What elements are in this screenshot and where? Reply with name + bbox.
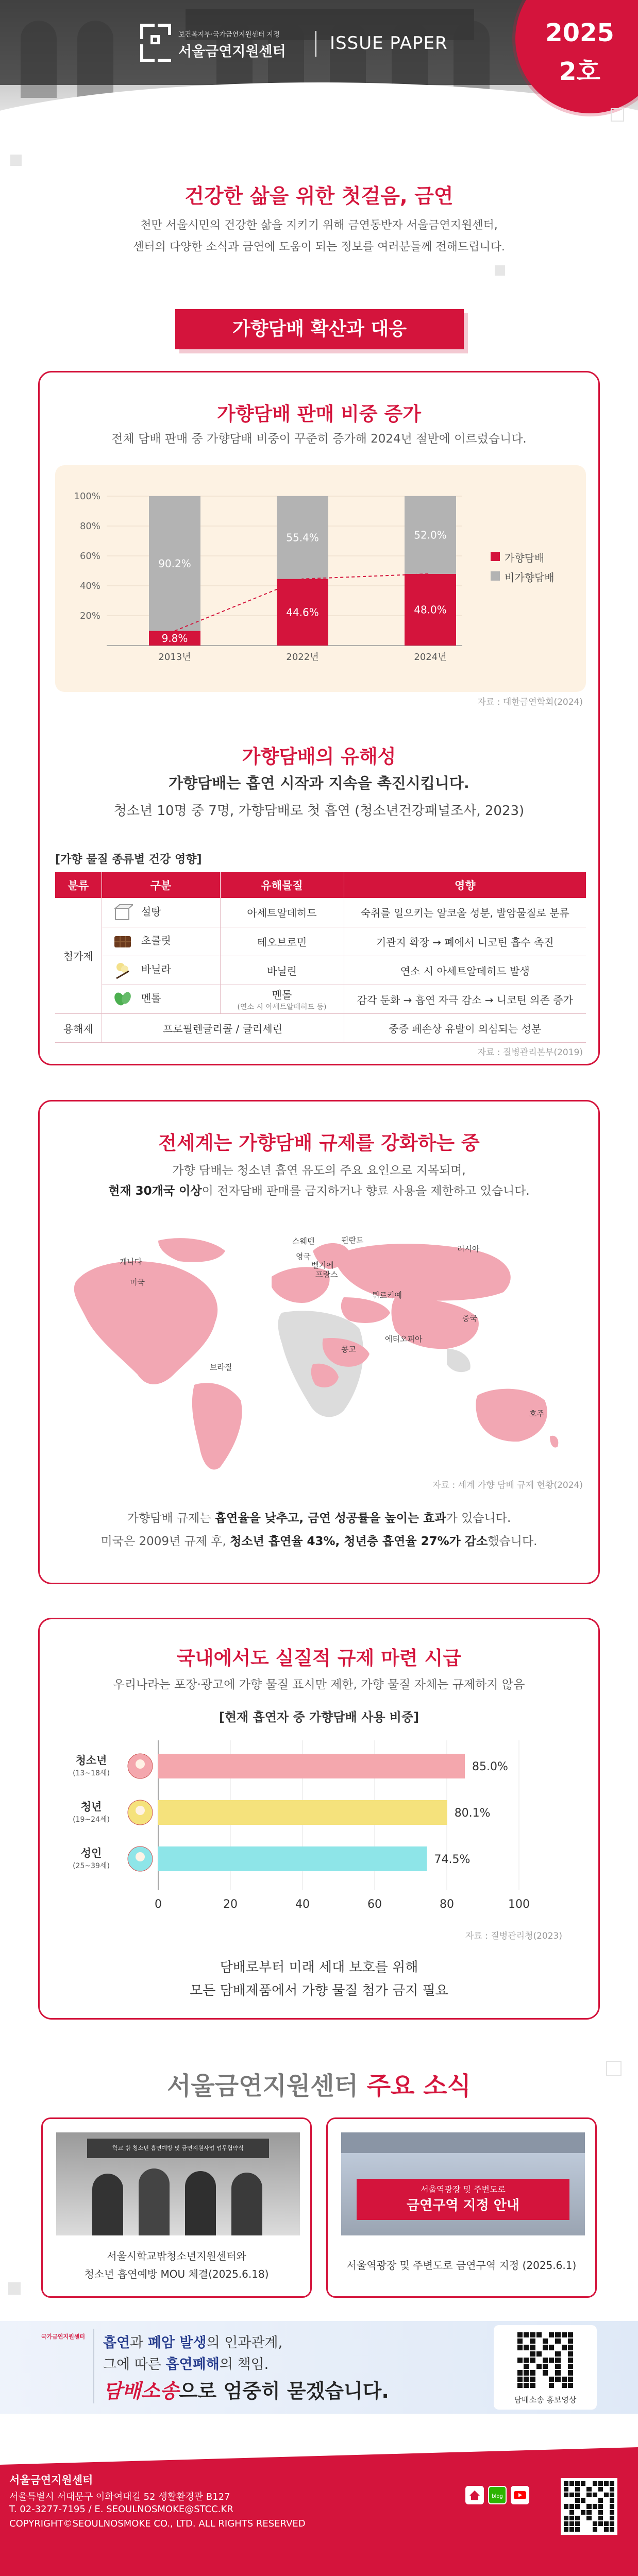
footer-copyright: COPYRIGHT©SEOULNOSMOKE CO., LTD. ALL RIGHTS RESERVED: [9, 2518, 306, 2529]
world-line-2-bold: 현재 30개국 이상: [108, 1184, 202, 1198]
intro-title: 건강한 삶을 위한 첫걸음, 금연: [184, 185, 454, 208]
map-country-label: 중국: [462, 1314, 477, 1323]
news-caption-2: 서울역광장 및 주변도로 금연구역 지정 (2025.6.1): [346, 2259, 577, 2272]
news-title-b: 주요 소식: [358, 2072, 471, 2100]
world-regulation-card: [38, 1100, 600, 1584]
news-card-2[interactable]: [326, 2117, 597, 2298]
kind-label: 멘톨: [141, 992, 161, 1005]
intro-line-2: 센터의 다양한 소식과 금연에 도움이 되는 정보를 여러분들께 전해드립니다.: [133, 241, 505, 253]
th-effect: 영향: [344, 872, 586, 898]
kind-label: 초콜릿: [141, 934, 171, 947]
header: [0, 0, 638, 129]
map-country-label: 러시아: [457, 1244, 480, 1253]
x-tick-label: 2013년: [158, 652, 191, 663]
map-country-label: 프랑스: [315, 1270, 338, 1279]
photo-banner: 학교 밖 청소년 흡연예방 및 금연지원사업 업무협약식: [87, 2139, 269, 2158]
photo-banner-1: 서울역광장 및 주변도로: [421, 2184, 506, 2194]
harm-sub: 청소년 10명 중 7명, 가향담배로 첫 흡연 (청소년건강패널조사, 2023): [113, 803, 525, 819]
solvent-kind: 프로필렌글리콜 / 글리세린: [102, 1013, 344, 1042]
kind-label: 바닐라: [141, 963, 171, 976]
x-tick-label: 80: [440, 1898, 454, 1911]
table-row: [55, 927, 586, 956]
footer-qr-code-icon[interactable]: [561, 2478, 617, 2535]
campaign-harm: 흡연폐해: [165, 2357, 220, 2372]
substance-cell: 아세트알데히드: [220, 898, 344, 927]
effect-cell: 연소 시 아세트알데히드 발생: [344, 956, 586, 985]
campaign-logo: 국가금연지원센터: [41, 2333, 86, 2340]
table-row: [55, 956, 586, 985]
effect-cell: 기관지 확장 → 폐에서 니코틴 흡수 촉진: [344, 927, 586, 956]
usage-chart: [40, 1730, 601, 1926]
category-sublabel: (25~39세): [73, 1862, 110, 1870]
table-row: [55, 898, 586, 927]
x-tick-label: 2024년: [414, 652, 447, 663]
avatar-face-icon: [136, 1759, 145, 1769]
x-tick-label: 100: [508, 1898, 530, 1911]
issue-number: 2호: [559, 57, 600, 86]
map-country-label: 스웨덴: [292, 1236, 315, 1246]
category-label: 청소년: [75, 1754, 107, 1767]
news-title: [0, 2066, 638, 2102]
y-tick-label: 60%: [79, 551, 100, 562]
table-row: [55, 985, 586, 1013]
data-label-flavored: 48.0%: [414, 603, 447, 616]
data-label: 85.0%: [472, 1760, 508, 1773]
substance-cell: 멘톨: [272, 988, 292, 1001]
map-country-label: 튀르키예: [372, 1291, 402, 1300]
news-caption-1b: 청소년 흡연예방 MOU 체결(2025.6.18): [84, 2268, 269, 2280]
news-photo-1: [56, 2132, 300, 2235]
photo-banner-2: 금연구역 지정 안내: [406, 2198, 520, 2213]
intro-line-1: 천만 서울시민의 건강한 삶을 지키기 위해 금연동반자 서울금연지원센터,: [140, 219, 498, 232]
data-label-non-flavored: 55.4%: [286, 531, 319, 544]
category-sublabel: (19~24세): [73, 1816, 110, 1824]
campaign-cancer: 폐암 발생: [147, 2335, 207, 2351]
world-p2-bold: 청소년 흡연율 43%, 청년층 흡연율 27%가 감소: [230, 1535, 488, 1548]
qr-box[interactable]: [494, 2325, 597, 2410]
news-caption-1a: 서울시학교밖청소년지원센터와: [107, 2250, 246, 2262]
y-tick-label: 100%: [74, 491, 100, 502]
svg-text:blog: blog: [492, 2494, 503, 2499]
usage-chart-title: [현재 흡연자 중 가향담배 사용 비중]: [219, 1710, 419, 1724]
harm-headline: 가향담배는 흡연 시작과 지속을 촉진시킵니다.: [169, 774, 469, 792]
domestic-regulation-card: [38, 1618, 600, 2020]
legend-flavored: 가향담배: [505, 552, 545, 564]
footer-contact: T. 02-3277-7195 / E. SEOULNOSMOKE@STCC.KR: [9, 2504, 233, 2515]
news-title-a: 서울금연지원센터: [167, 2072, 359, 2100]
center-logo-icon: [140, 24, 171, 62]
domestic-title: 국내에서도 실질적 규제 마련 시급: [177, 1647, 461, 1669]
issue-year: 2025: [545, 19, 614, 47]
avatar-face-icon: [136, 1852, 145, 1861]
map-country-label: 브라질: [210, 1363, 232, 1372]
footer-address: 서울특별시 서대문구 이화여대길 52 생활환경관 B127: [9, 2492, 230, 2502]
sales-source: 자료 : 대한금연학회(2024): [477, 697, 583, 707]
x-tick-label: 40: [295, 1898, 310, 1911]
campaign-causal: 의 인과관계,: [206, 2335, 283, 2351]
footer: [0, 2447, 638, 2576]
substance-note: (연소 시 아세트알데히드 등): [237, 1003, 327, 1011]
data-label: 74.5%: [434, 1853, 471, 1866]
bar: [158, 1800, 447, 1825]
campaign-lawsuit: 담배소송: [103, 2379, 179, 2402]
map-country-label: 콩고: [341, 1345, 356, 1354]
kind-label: 설탕: [141, 905, 161, 918]
news-photo-2: [341, 2132, 585, 2235]
sales-desc: 전체 담배 판매 중 가향담배 비중이 꾸준히 증가해 2024년 절반에 이르렀습니다.: [111, 432, 527, 446]
effect-cell: 중증 폐손상 유발이 의심되는 성분: [344, 1013, 586, 1042]
chocolate-icon: [112, 931, 133, 952]
table-title: [가향 물질 종류별 건강 영향]: [55, 853, 202, 866]
effect-cell: 감각 둔화 → 흡연 자극 감소 → 니코틴 의존 증가: [344, 985, 586, 1013]
x-tick-label: 0: [155, 1898, 162, 1911]
map-country-label: 영국: [296, 1252, 311, 1261]
th-kind: 구분: [102, 872, 220, 898]
th-category: 분류: [55, 872, 102, 898]
map-country-label: 벨기에: [311, 1261, 334, 1270]
youtube-icon[interactable]: [511, 2486, 529, 2504]
flavored-tobacco-card: [38, 371, 600, 1065]
x-tick-label: 2022년: [286, 652, 319, 663]
health-impact-table: [55, 872, 586, 1043]
data-label-non-flavored: 90.2%: [158, 557, 191, 570]
section-tag: 가향담배 확산과 대응: [175, 309, 464, 349]
org-subtitle: 보건복지부·국가금연지원센터 지정: [178, 31, 280, 39]
world-title: 전세계는 가향담배 규제를 강화하는 중: [158, 1132, 480, 1154]
world-p1-bold: 흡연율을 낮추고, 금연 성공률을 높이는 효과: [214, 1512, 446, 1525]
domestic-conclusion-1: 담배로부터 미래 세대 보호를 위해: [220, 1960, 418, 1975]
qr-caption: 담배소송 홍보영상: [514, 2395, 577, 2404]
sugar-icon: [112, 902, 133, 923]
world-source: 자료 : 세계 가향 담배 규제 현황(2024): [432, 1480, 583, 1490]
map-country-label: 미국: [130, 1278, 145, 1287]
decor-square: [611, 108, 624, 122]
legend-swatch-non-flavored: [491, 571, 500, 581]
news-card-1[interactable]: [41, 2117, 312, 2298]
world-p2-a: 미국은 2009년 규제 후,: [100, 1535, 230, 1548]
category-label: 성인: [80, 1847, 102, 1859]
th-substance: 유해물질: [220, 872, 344, 898]
campaign-and: 과: [130, 2335, 148, 2351]
map-country-label: 캐나다: [120, 1257, 142, 1266]
domestic-conclusion-2: 모든 담배제품에서 가향 물질 첨가 금지 필요: [190, 1983, 448, 1998]
substance-cell: 바닐린: [220, 956, 344, 985]
category-label: 청년: [80, 1801, 102, 1813]
decor-square: [10, 155, 22, 166]
map-country-label: 핀란드: [341, 1235, 364, 1245]
map-country-label: 호주: [529, 1409, 544, 1418]
effect-cell: 숙취를 일으키는 알코올 성분, 발암물질로 분류: [344, 898, 586, 927]
issue-paper-label: ISSUE PAPER: [330, 33, 448, 54]
sales-title: 가향담배 판매 비중 증가: [216, 403, 422, 425]
qr-code-icon: [514, 2329, 576, 2391]
mint-icon: [112, 989, 133, 1009]
substance-cell: 테오브로민: [220, 927, 344, 956]
campaign-line2a: 그에 따른: [103, 2357, 166, 2372]
campaign-line2c: 의 책임.: [219, 2357, 269, 2372]
blog-icon[interactable]: [488, 2486, 507, 2504]
legend-swatch-flavored: [491, 552, 500, 561]
data-label: 80.1%: [454, 1807, 491, 1820]
category-sublabel: (13~18세): [73, 1769, 110, 1777]
sales-chart: [55, 465, 586, 692]
world-line-1: 가향 담배는 청소년 흡연 유도의 주요 요인으로 지목되며,: [172, 1164, 466, 1177]
group-solvent: 용해제: [55, 1013, 102, 1042]
footer-name: 서울금연지원센터: [9, 2474, 93, 2486]
usage-source: 자료 : 질병관리청(2023): [465, 1931, 562, 1941]
decor-square: [495, 265, 505, 276]
world-line-2: 이 전자담배 판매를 금지하거나 향료 사용을 제한하고 있습니다.: [202, 1184, 530, 1198]
table-row: [55, 1013, 586, 1042]
legend-non-flavored: 비가향담배: [505, 571, 555, 584]
group-additive: 첨가제: [55, 898, 102, 1013]
harm-title: 가향담배의 유해성: [242, 745, 396, 768]
campaign-banner: [0, 2321, 638, 2414]
campaign-smoking: 흡연: [103, 2335, 130, 2351]
x-tick-label: 20: [223, 1898, 238, 1911]
decor-square: [8, 2282, 21, 2295]
map-country-label: 에티오피아: [385, 1334, 423, 1344]
domestic-desc: 우리나라는 포장·광고에 가향 물질 표시만 제한, 가향 물질 자체는 규제하지 않음: [113, 1678, 525, 1691]
campaign-line3b: 으로 엄중히 묻겠습니다.: [178, 2380, 389, 2402]
bar: [158, 1846, 427, 1871]
y-tick-label: 80%: [79, 521, 100, 532]
data-label-flavored: 44.6%: [286, 606, 319, 619]
avatar-face-icon: [136, 1806, 145, 1815]
world-p1-a: 가향담배 규제는: [127, 1512, 215, 1525]
data-label-non-flavored: 52.0%: [414, 529, 447, 541]
org-name: 서울금연지원센터: [178, 44, 286, 60]
bar: [158, 1754, 465, 1778]
y-tick-label: 20%: [79, 611, 100, 621]
home-icon[interactable]: [465, 2486, 484, 2504]
y-tick-label: 40%: [79, 581, 100, 591]
x-tick-label: 60: [367, 1898, 382, 1911]
data-label-flavored: 9.8%: [161, 632, 188, 645]
world-p1-c: 가 있습니다.: [446, 1512, 511, 1525]
vanilla-icon: [112, 960, 133, 980]
world-p2-c: 했습니다.: [488, 1535, 538, 1548]
table-source: 자료 : 질병관리본부(2019): [477, 1047, 583, 1058]
